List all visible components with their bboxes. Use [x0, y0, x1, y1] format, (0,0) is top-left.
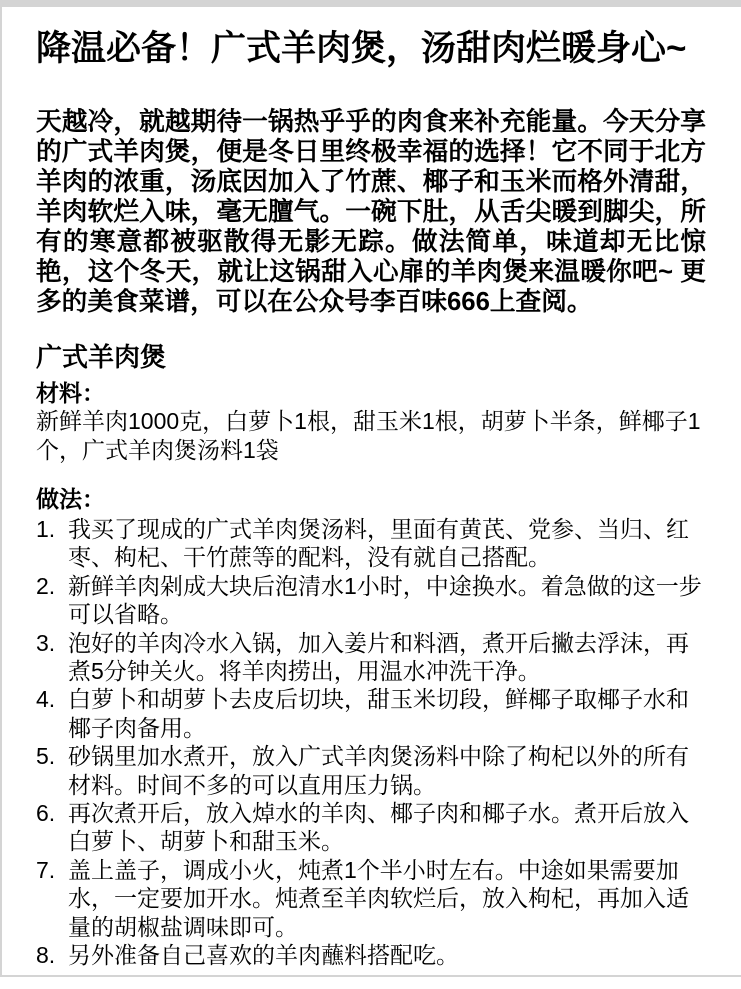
step-text: 再次煮开后，放入焯水的羊肉、椰子肉和椰子水。煮开后放入白萝卜、胡萝卜和甜玉米。	[68, 800, 689, 855]
step-item	[36, 799, 706, 856]
intro-paragraph: 天越冷，就越期待一锅热乎乎的肉食来补充能量。今天分享的广式羊肉煲，便是冬日里终极幸福的选择！它不同于北方羊肉的浓重，汤底因加入了竹蔗、椰子和玉米而格外清甜，羊肉软烂入味，毫无膻气。一碗下肚，从舌尖暖到脚尖，所有的寒意都被驱散得无影无踪。做法简单，味道却无比惊艳，这个冬天，就让这锅甜入心扉的羊肉煲来温暖你吧~ 更多的美食菜谱，可以在公众号李百味666上查阅。	[36, 108, 706, 316]
step-text: 盖上盖子，调成小火，炖煮1个半小时左右。中途如果需要加水，一定要加开水。炖煮至羊肉软烂后，放入枸杞，再加入适量的胡椒盐调味即可。	[68, 856, 689, 940]
recipe-name-heading: 广式羊肉煲	[36, 342, 167, 372]
step-item	[36, 629, 706, 686]
step-number: 5.	[36, 743, 56, 770]
page-bottom-border	[0, 975, 741, 977]
step-item	[36, 742, 706, 799]
step-item	[36, 856, 706, 941]
steps-label: 做法：	[36, 486, 105, 512]
step-text: 我买了现成的广式羊肉煲汤料，里面有黄芪、党参、当归、红枣、枸杞、干竹蔗等的配料，没有就自己搭配。	[68, 516, 689, 571]
step-number: 8.	[36, 942, 56, 969]
page-left-border	[0, 7, 2, 977]
step-text: 泡好的羊肉冷水入锅，加入姜片和料酒，煮开后撇去浮沫，再煮5分钟关火。将羊肉捞出，用温水冲洗干净。	[68, 629, 689, 685]
step-text: 新鲜羊肉剁成大块后泡清水1小时，中途换水。着急做的这一步可以省略。	[68, 572, 702, 628]
step-number: 2.	[36, 572, 56, 599]
step-number: 4.	[36, 686, 56, 713]
step-number: 3.	[36, 629, 56, 656]
ingredients-label: 材料：	[36, 380, 105, 406]
step-number: 7.	[36, 856, 56, 883]
ingredients-text: 新鲜羊肉1000克，白萝卜1根，甜玉米1根，胡萝卜半条，鲜椰子1个，广式羊肉煲汤料1袋	[36, 408, 701, 463]
step-text: 砂锅里加水煮开，放入广式羊肉煲汤料中除了枸杞以外的所有材料。时间不多的可以直用压力锅。	[68, 743, 689, 798]
step-number: 6.	[36, 800, 56, 827]
step-item	[36, 685, 706, 742]
article-title: 降温必备！广式羊肉煲，汤甜肉烂暖身心~	[36, 29, 687, 68]
step-text: 白萝卜和胡萝卜去皮后切块，甜玉米切段，鲜椰子取椰子水和椰子肉备用。	[68, 686, 689, 741]
step-item	[36, 941, 706, 969]
step-number: 1.	[36, 516, 56, 542]
step-item	[36, 515, 706, 572]
page-top-border	[0, 0, 741, 7]
step-item	[36, 572, 706, 629]
step-text: 另外准备自己喜欢的羊肉蘸料搭配吃。	[68, 942, 459, 969]
steps-list	[36, 515, 706, 970]
article-content	[36, 7, 706, 970]
